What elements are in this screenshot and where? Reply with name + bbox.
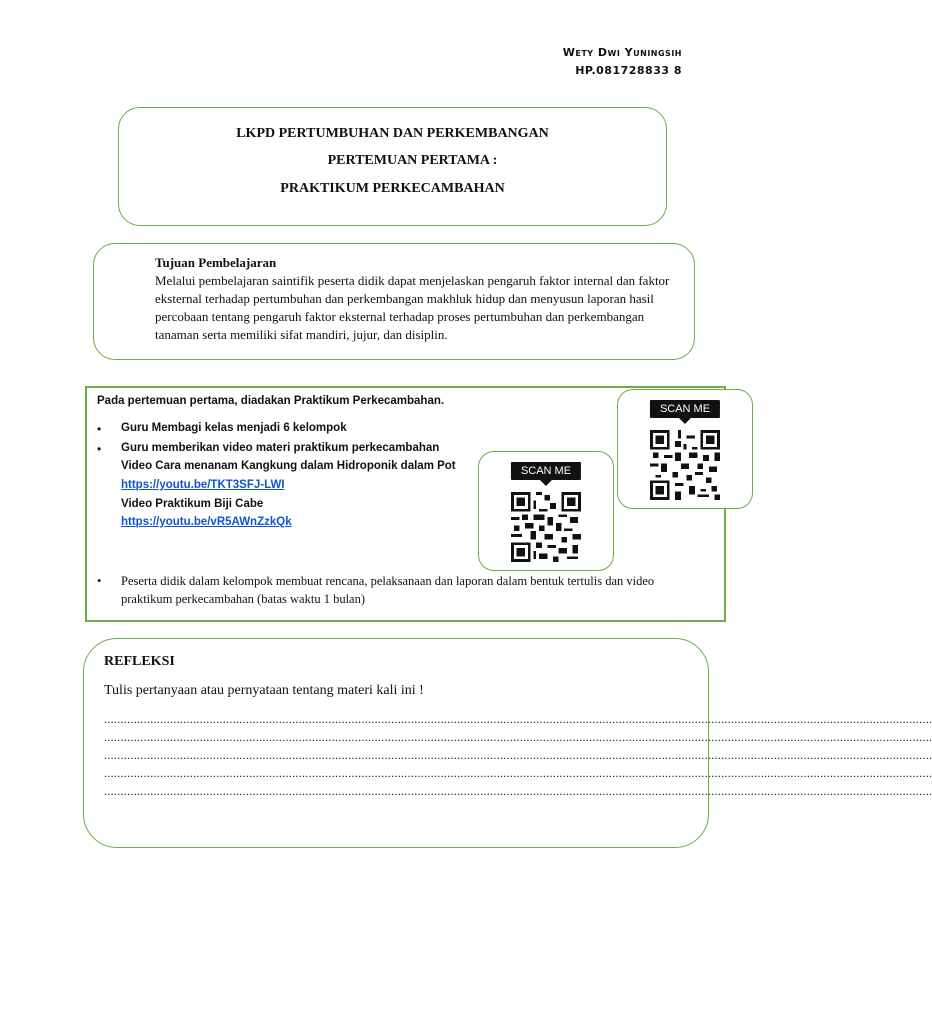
author-info	[563, 44, 682, 80]
activity-item-1: Guru Membagi kelas menjadi 6 kelompok	[121, 422, 347, 434]
learning-goal-heading: Tujuan Pembelajaran	[155, 255, 277, 270]
reflection-heading: REFLEKSI	[104, 654, 175, 669]
learning-goal-text: Melalui pembelajaran saintifik peserta didik dapat menjelaskan pengaruh faktor internal dan faktor eksternal terhadap pertumbuhan dan perkembangan makhluk hidup dan menyusun laporan hasil percobaan tentang pengaruh faktor eksternal terhadap proses pertumbuhan dan perkembangan tanaman serta memiliki sifat mandiri, jujur, dan disiplin.	[155, 273, 670, 342]
reflection-box	[83, 638, 932, 848]
video-1-link[interactable]: https://youtu.be/TKT3SFJ-LWI	[121, 479, 285, 491]
title-line-1: LKPD PERTUMBUHAN DAN PERKEMBANGAN	[236, 126, 549, 141]
reflection-prompt: Tulis pertanyaan atau pernyataan tentang materi kali ini !	[104, 683, 424, 698]
bullet-3-symbol: •	[97, 574, 102, 588]
author-phone: HP.081728833 8	[575, 64, 682, 77]
author-name: Wety Dwi Yuningsih	[562, 46, 682, 59]
bullet-2-symbol: •	[97, 442, 102, 456]
learning-goal-box	[93, 243, 695, 360]
scan-me-label: SCAN ME	[650, 400, 720, 418]
title-line-3: PRAKTIKUM PERKECAMBAHAN	[280, 181, 505, 196]
qr-code-icon[interactable]	[511, 492, 581, 562]
activity-item-2: Guru memberikan video materi praktikum perkecambahan	[121, 442, 440, 454]
qr-card-video-2[interactable]	[617, 389, 753, 509]
answer-line-1[interactable]: ...........................................................................................................................................................................................................................................................	[104, 712, 932, 726]
answer-line-4[interactable]: ...........................................................................................................................................................................................................................................................	[104, 766, 932, 780]
title-box	[118, 107, 667, 226]
qr-code-icon[interactable]	[650, 430, 720, 500]
answer-line-3[interactable]: ...........................................................................................................................................................................................................................................................	[104, 748, 932, 762]
qr-card-video-1[interactable]	[478, 451, 614, 571]
video-1-title: Video Cara menanam Kangkung dalam Hidroponik dalam Pot	[121, 460, 456, 472]
answer-line-5[interactable]: ...........................................................................................................................................................................................................................................................	[104, 784, 932, 798]
activity-intro: Pada pertemuan pertama, diadakan Praktikum Perkecambahan.	[97, 395, 445, 407]
scan-me-label: SCAN ME	[511, 462, 581, 480]
video-2-link[interactable]: https://youtu.be/vR5AWnZzkQk	[121, 516, 292, 528]
activity-item-3: Peserta didik dalam kelompok membuat rencana, pelaksanaan dan laporan dalam bentuk tertulis dan video praktikum perkecambahan (batas waktu 1 bulan)	[121, 574, 655, 606]
answer-line-2[interactable]: ...........................................................................................................................................................................................................................................................	[104, 730, 932, 744]
bullet-1-symbol: •	[97, 422, 102, 436]
title-line-2: PERTEMUAN PERTAMA :	[327, 153, 498, 168]
video-2-title: Video Praktikum Biji Cabe	[121, 498, 264, 510]
